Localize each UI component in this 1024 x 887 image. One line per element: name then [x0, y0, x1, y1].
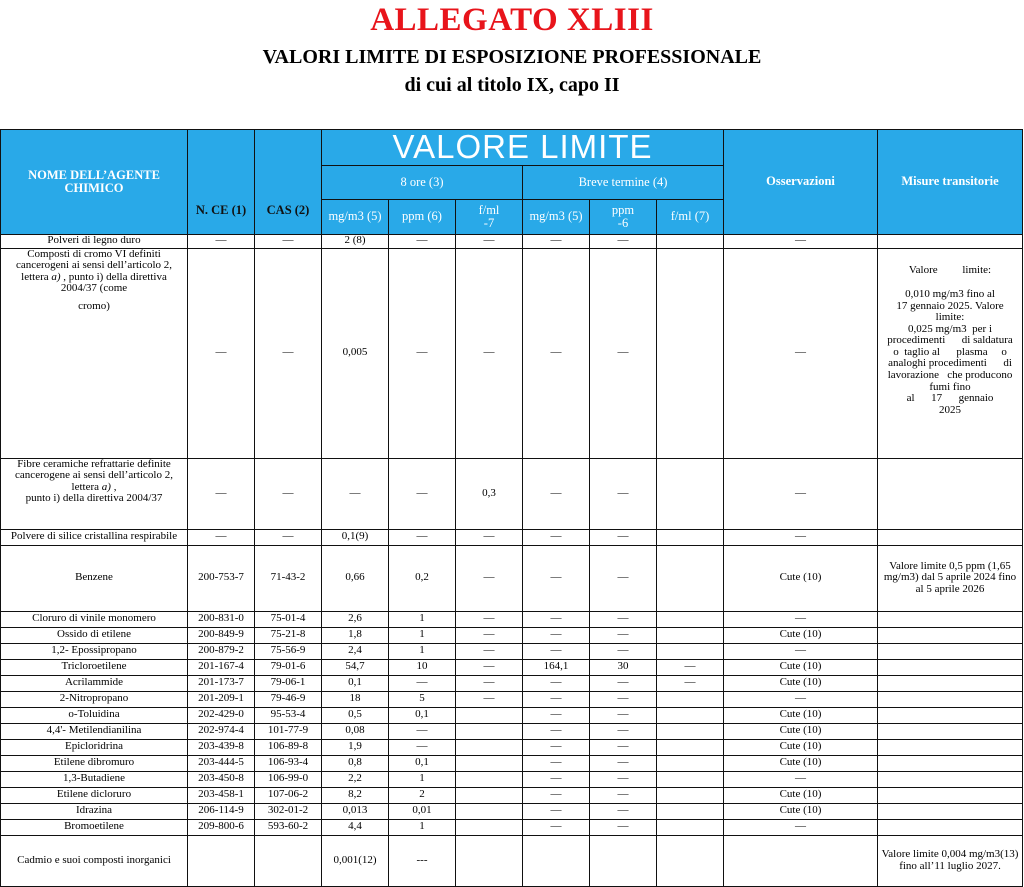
- cell-oss: —: [724, 643, 878, 659]
- header-unit-ppm-bt: [590, 199, 657, 234]
- cell-ppmb: —: [590, 248, 657, 458]
- cell-ppm8: —: [389, 234, 456, 248]
- cell-oss: —: [724, 819, 878, 835]
- agent-name-line: cancerogene ai sensi dell’articolo 2,: [15, 469, 173, 482]
- cell-mgb: —: [523, 803, 590, 819]
- cell-mg8: 8,2: [322, 787, 389, 803]
- cell-mgb: —: [523, 458, 590, 529]
- cell-ppm8: —: [389, 739, 456, 755]
- misure-line: analoghi procedimenti di: [888, 357, 1012, 370]
- agent-name-cell: Cloruro di vinile monomero: [1, 611, 188, 627]
- page-subtitle: VALORI LIMITE DI ESPOSIZIONE PROFESSIONALE: [262, 46, 762, 68]
- agent-name-line: 2004/37 (come: [60, 282, 128, 295]
- cell-cas: 106-93-4: [255, 755, 322, 771]
- cell-cas: 107-06-2: [255, 787, 322, 803]
- table-row: [1, 739, 1023, 755]
- agent-name-cell: Etilene dibromuro: [1, 755, 188, 771]
- cell-nce: —: [188, 234, 255, 248]
- table-row: [1, 643, 1023, 659]
- table-row: [1, 787, 1023, 803]
- cell-nce: 202-429-0: [188, 707, 255, 723]
- cell-ppm8: 0,1: [389, 755, 456, 771]
- cell-fmlb: [657, 234, 724, 248]
- cell-ppmb: —: [590, 643, 657, 659]
- cell-fmlb: [657, 248, 724, 458]
- cell-cas: 75-21-8: [255, 627, 322, 643]
- cell-fmlb: [657, 611, 724, 627]
- cell-oss: [724, 835, 878, 886]
- cell-oss: Cute (10): [724, 659, 878, 675]
- cell-mgb: [523, 835, 590, 886]
- cell-nce: —: [188, 458, 255, 529]
- cell-ppmb: —: [590, 787, 657, 803]
- cell-nce: 201-167-4: [188, 659, 255, 675]
- cell-ppm8: —: [389, 529, 456, 545]
- cell-nce: [188, 835, 255, 886]
- agent-name-cell: o-Toluidina: [1, 707, 188, 723]
- agent-name-cell: 1,2- Epossipropano: [1, 643, 188, 659]
- cell-nce: 200-831-0: [188, 611, 255, 627]
- agent-name-cell: 2-Nitropropano: [1, 691, 188, 707]
- cell-cas: —: [255, 248, 322, 458]
- cell-fml8: [456, 803, 523, 819]
- cell-mg8: 0,66: [322, 545, 389, 611]
- cell-nce: 203-450-8: [188, 771, 255, 787]
- cell-ppm8: 1: [389, 627, 456, 643]
- cell-fml8: —: [456, 691, 523, 707]
- table-row: [1, 707, 1023, 723]
- misure-line: Valore limite:: [908, 263, 992, 276]
- cell-fmlb: [657, 643, 724, 659]
- agent-name-cell: 4,4'- Metilendianilina: [1, 723, 188, 739]
- cell-mg8: 2 (8): [322, 234, 389, 248]
- cell-nce: 203-458-1: [188, 787, 255, 803]
- cell-ppmb: —: [590, 458, 657, 529]
- header-osservazioni: Osservazioni: [724, 130, 878, 235]
- cell-cas: 302-01-2: [255, 803, 322, 819]
- cell-fmlb: [657, 691, 724, 707]
- cell-misure: [878, 819, 1023, 835]
- cell-fmlb: —: [657, 675, 724, 691]
- cell-cas: 71-43-2: [255, 545, 322, 611]
- cell-misure: [878, 627, 1023, 643]
- cell-fmlb: [657, 755, 724, 771]
- cell-fmlb: [657, 739, 724, 755]
- cell-fml8: [456, 771, 523, 787]
- cell-ppmb: —: [590, 627, 657, 643]
- cell-misure: [878, 771, 1023, 787]
- agent-name-cell: Acrilammide: [1, 675, 188, 691]
- cell-misure: Valore limite 0,004 mg/m3(13) fino all’11 luglio 2027.: [878, 835, 1023, 886]
- cell-mg8: 0,013: [322, 803, 389, 819]
- table-row: [1, 723, 1023, 739]
- header-unit-fml-8h: [456, 199, 523, 234]
- cell-misure: [878, 723, 1023, 739]
- cell-fmlb: [657, 529, 724, 545]
- cell-ppm8: 2: [389, 787, 456, 803]
- cell-oss: Cute (10): [724, 803, 878, 819]
- header-cas: CAS (2): [255, 130, 322, 235]
- header-unit-fml-label: f/ml: [478, 202, 500, 217]
- cell-mg8: 0,005: [322, 248, 389, 458]
- cell-cas: 79-46-9: [255, 691, 322, 707]
- header-unit-mgm3-8h: mg/m3 (5): [322, 199, 389, 234]
- cell-cas: —: [255, 234, 322, 248]
- table-row: [1, 803, 1023, 819]
- cell-fmlb: [657, 545, 724, 611]
- cell-nce: —: [188, 529, 255, 545]
- cell-nce: 206-114-9: [188, 803, 255, 819]
- cell-ppm8: 5: [389, 691, 456, 707]
- cell-mg8: 0,5: [322, 707, 389, 723]
- cell-ppmb: —: [590, 803, 657, 819]
- cell-cas: 79-06-1: [255, 675, 322, 691]
- cell-misure: [878, 787, 1023, 803]
- cell-ppmb: [590, 835, 657, 886]
- cell-nce: 202-974-4: [188, 723, 255, 739]
- cell-mgb: —: [523, 819, 590, 835]
- limits-table: [0, 129, 1023, 887]
- misure-line: procedimenti di saldatura: [887, 334, 1013, 347]
- page-title: ALLEGATO XLIII: [370, 2, 654, 38]
- cell-misure: [878, 659, 1023, 675]
- agent-name-cell: Bromoetilene: [1, 819, 188, 835]
- cell-mgb: —: [523, 627, 590, 643]
- misure-line: 0,025 mg/m3 per i: [908, 322, 993, 335]
- cell-mgb: —: [523, 691, 590, 707]
- cell-cas: 75-56-9: [255, 643, 322, 659]
- cell-fml8: —: [456, 234, 523, 248]
- cell-mg8: 0,1: [322, 675, 389, 691]
- cell-mg8: 1,9: [322, 739, 389, 755]
- agent-name-cell: Idrazina: [1, 803, 188, 819]
- cell-fml8: [456, 755, 523, 771]
- table-row: [1, 819, 1023, 835]
- cell-oss: —: [724, 691, 878, 707]
- cell-fml8: [456, 723, 523, 739]
- cell-nce: 200-849-9: [188, 627, 255, 643]
- cell-oss: —: [724, 529, 878, 545]
- cell-nce: 201-209-1: [188, 691, 255, 707]
- cell-cas: 79-01-6: [255, 659, 322, 675]
- misure-line: lavorazione che producono: [887, 369, 1013, 382]
- cell-nce: 209-800-6: [188, 819, 255, 835]
- cell-misure: [878, 803, 1023, 819]
- cell-mgb: —: [523, 723, 590, 739]
- cell-cas: —: [255, 458, 322, 529]
- cell-oss: Cute (10): [724, 787, 878, 803]
- misure-line: 2025: [939, 403, 962, 416]
- cell-ppmb: —: [590, 819, 657, 835]
- agent-name-text: ,: [110, 480, 117, 493]
- cell-fml8: —: [456, 248, 523, 458]
- cell-oss: —: [724, 771, 878, 787]
- cell-cas: 75-01-4: [255, 611, 322, 627]
- cell-mg8: 2,2: [322, 771, 389, 787]
- cell-fml8: [456, 739, 523, 755]
- cell-cas: 101-77-9: [255, 723, 322, 739]
- cell-nce: 200-879-2: [188, 643, 255, 659]
- table-body: [1, 234, 1023, 886]
- cell-mgb: —: [523, 771, 590, 787]
- table-row: [1, 835, 1023, 886]
- cell-fml8: [456, 787, 523, 803]
- agent-name-text: lettera: [21, 270, 52, 283]
- agent-name-cell: [1, 458, 188, 529]
- cell-misure: [878, 234, 1023, 248]
- table-row: [1, 248, 1023, 458]
- agent-name-cell: Benzene: [1, 545, 188, 611]
- cell-mgb: 164,1: [523, 659, 590, 675]
- cell-fmlb: [657, 771, 724, 787]
- cell-oss: —: [724, 248, 878, 458]
- cell-oss: Cute (10): [724, 545, 878, 611]
- cell-fmlb: [657, 458, 724, 529]
- header-unit-mgm3-bt: mg/m3 (5): [523, 199, 590, 234]
- header-agent: NOME DELL’AGENTE CHIMICO: [1, 130, 188, 235]
- table-row: [1, 611, 1023, 627]
- table-row: [1, 691, 1023, 707]
- cell-nce: 201-173-7: [188, 675, 255, 691]
- header-misure: Misure transitorie: [878, 130, 1023, 235]
- cell-nce: 203-444-5: [188, 755, 255, 771]
- agent-name-cell: Cadmio e suoi composti inorganici: [1, 835, 188, 886]
- cell-ppmb: —: [590, 611, 657, 627]
- cell-mg8: 0,001(12): [322, 835, 389, 886]
- cell-oss: Cute (10): [724, 675, 878, 691]
- agent-name-cell: Polveri di legno duro: [1, 234, 188, 248]
- misure-line: fumi fino: [929, 380, 971, 393]
- cell-mg8: 2,6: [322, 611, 389, 627]
- agent-name-text: a): [51, 270, 61, 283]
- cell-nce: —: [188, 248, 255, 458]
- cell-oss: Cute (10): [724, 755, 878, 771]
- cell-ppmb: —: [590, 707, 657, 723]
- header-unit-ppm-note: -6: [617, 215, 629, 230]
- misure-line: al 17 gennaio: [906, 392, 994, 405]
- header-breve-termine: Breve termine (4): [523, 165, 724, 199]
- cell-mgb: —: [523, 248, 590, 458]
- cell-fmlb: —: [657, 659, 724, 675]
- cell-ppm8: 10: [389, 659, 456, 675]
- cell-mgb: —: [523, 739, 590, 755]
- cell-ppmb: —: [590, 675, 657, 691]
- cell-cas: 95-53-4: [255, 707, 322, 723]
- cell-ppmb: —: [590, 771, 657, 787]
- cell-mg8: 0,8: [322, 755, 389, 771]
- cell-oss: Cute (10): [724, 739, 878, 755]
- cell-ppm8: —: [389, 248, 456, 458]
- header-8-ore: 8 ore (3): [322, 165, 523, 199]
- agent-name-text: a): [101, 480, 111, 493]
- cell-fml8: 0,3: [456, 458, 523, 529]
- cell-fml8: —: [456, 611, 523, 627]
- cell-mg8: 1,8: [322, 627, 389, 643]
- cell-misure: [878, 707, 1023, 723]
- cell-fmlb: [657, 819, 724, 835]
- cell-ppmb: —: [590, 529, 657, 545]
- table-row: [1, 458, 1023, 529]
- agent-name-text: lettera: [71, 480, 102, 493]
- agent-name-cell: Ossido di etilene: [1, 627, 188, 643]
- cell-mgb: —: [523, 234, 590, 248]
- cell-misure: [878, 611, 1023, 627]
- cell-fml8: [456, 819, 523, 835]
- cell-ppm8: ---: [389, 835, 456, 886]
- misure-line: 0,010 mg/m3 fino al: [905, 288, 995, 301]
- cell-mgb: —: [523, 755, 590, 771]
- cell-misure: [878, 691, 1023, 707]
- cell-fmlb: [657, 803, 724, 819]
- cell-fml8: —: [456, 545, 523, 611]
- cell-fmlb: [657, 627, 724, 643]
- table-row: [1, 659, 1023, 675]
- cell-misure: [878, 248, 1023, 458]
- agent-name-line: punto i) della direttiva 2004/37: [25, 492, 163, 505]
- agent-name-cell: Polvere di silice cristallina respirabile: [1, 529, 188, 545]
- table-row: [1, 755, 1023, 771]
- table-row: [1, 627, 1023, 643]
- cell-fml8: [456, 707, 523, 723]
- cell-cas: 593-60-2: [255, 819, 322, 835]
- cell-fml8: —: [456, 643, 523, 659]
- cell-ppm8: 1: [389, 771, 456, 787]
- header-unit-fml-note: -7: [483, 215, 495, 230]
- cell-ppmb: 30: [590, 659, 657, 675]
- cell-ppm8: 1: [389, 611, 456, 627]
- cell-cas: [255, 835, 322, 886]
- cell-oss: —: [724, 611, 878, 627]
- cell-ppmb: —: [590, 691, 657, 707]
- cell-ppm8: 1: [389, 643, 456, 659]
- cell-oss: Cute (10): [724, 627, 878, 643]
- cell-mgb: —: [523, 675, 590, 691]
- cell-cas: 106-99-0: [255, 771, 322, 787]
- agent-name-cell: Etilene dicloruro: [1, 787, 188, 803]
- cell-misure: [878, 643, 1023, 659]
- cell-ppm8: 0,1: [389, 707, 456, 723]
- cell-mgb: —: [523, 643, 590, 659]
- cell-mg8: —: [322, 458, 389, 529]
- cell-mgb: —: [523, 545, 590, 611]
- cell-oss: Cute (10): [724, 707, 878, 723]
- cell-ppm8: 0,01: [389, 803, 456, 819]
- cell-mg8: 4,4: [322, 819, 389, 835]
- cell-mg8: 0,08: [322, 723, 389, 739]
- agent-name-line: cancerogeni ai sensi dell’articolo 2,: [15, 259, 173, 272]
- agent-name-cell: [1, 248, 188, 458]
- cell-mgb: —: [523, 707, 590, 723]
- agent-name-cell: Epicloridrina: [1, 739, 188, 755]
- cell-fmlb: [657, 787, 724, 803]
- agent-name-cell: 1,3-Butadiene: [1, 771, 188, 787]
- cell-fmlb: [657, 835, 724, 886]
- cell-oss: —: [724, 234, 878, 248]
- cell-fmlb: [657, 723, 724, 739]
- cell-ppmb: —: [590, 234, 657, 248]
- table-row: [1, 771, 1023, 787]
- cell-mgb: —: [523, 787, 590, 803]
- cell-mg8: 18: [322, 691, 389, 707]
- cell-misure: [878, 675, 1023, 691]
- cell-ppm8: —: [389, 675, 456, 691]
- cell-misure: [878, 755, 1023, 771]
- table-header: [1, 130, 1023, 235]
- cell-mgb: —: [523, 529, 590, 545]
- cell-ppmb: —: [590, 545, 657, 611]
- cell-oss: —: [724, 458, 878, 529]
- header-unit-ppm-label: ppm: [611, 202, 635, 217]
- cell-mg8: 54,7: [322, 659, 389, 675]
- cell-fml8: —: [456, 659, 523, 675]
- misure-line: 17 gennaio 2025. Valore: [896, 299, 1004, 312]
- cell-ppm8: —: [389, 458, 456, 529]
- cell-cas: 106-89-8: [255, 739, 322, 755]
- agent-name-text: , punto i) della direttiva: [60, 270, 167, 283]
- cell-misure: Valore limite 0,5 ppm (1,65 mg/m3) dal 5 aprile 2024 fino al 5 aprile 2026: [878, 545, 1023, 611]
- agent-name-line: Fibre ceramiche refrattarie definite: [17, 458, 171, 470]
- cell-ppm8: —: [389, 723, 456, 739]
- cell-mgb: —: [523, 611, 590, 627]
- table-row: [1, 234, 1023, 248]
- cell-ppmb: —: [590, 755, 657, 771]
- cell-oss: Cute (10): [724, 723, 878, 739]
- cell-fml8: [456, 835, 523, 886]
- table-row: [1, 545, 1023, 611]
- cell-mg8: 0,1(9): [322, 529, 389, 545]
- cell-fml8: —: [456, 675, 523, 691]
- header-valore-limite: VALORE LIMITE: [322, 130, 724, 166]
- table-row: [1, 675, 1023, 691]
- header-unit-ppm-8h: ppm (6): [389, 199, 456, 234]
- cell-misure: [878, 739, 1023, 755]
- misure-line: o taglio al plasma o: [893, 345, 1007, 358]
- agent-name-line: Composti di cromo VI definiti: [27, 248, 161, 260]
- agent-name-cell: Tricloroetilene: [1, 659, 188, 675]
- header-unit-fml-bt: f/ml (7): [657, 199, 724, 234]
- cell-ppmb: —: [590, 723, 657, 739]
- cell-ppmb: —: [590, 739, 657, 755]
- cell-fml8: —: [456, 627, 523, 643]
- agent-name-line: cromo): [78, 299, 110, 312]
- page-subtitle-2: di cui al titolo IX, capo II: [404, 74, 620, 96]
- table-row: [1, 529, 1023, 545]
- header-nce: N. CE (1): [188, 130, 255, 235]
- cell-misure: [878, 458, 1023, 529]
- cell-misure: [878, 529, 1023, 545]
- cell-nce: 203-439-8: [188, 739, 255, 755]
- misure-line: limite:: [935, 311, 965, 324]
- cell-ppm8: 0,2: [389, 545, 456, 611]
- cell-mg8: 2,4: [322, 643, 389, 659]
- cell-ppm8: 1: [389, 819, 456, 835]
- cell-fmlb: [657, 707, 724, 723]
- cell-nce: 200-753-7: [188, 545, 255, 611]
- cell-cas: —: [255, 529, 322, 545]
- cell-fml8: —: [456, 529, 523, 545]
